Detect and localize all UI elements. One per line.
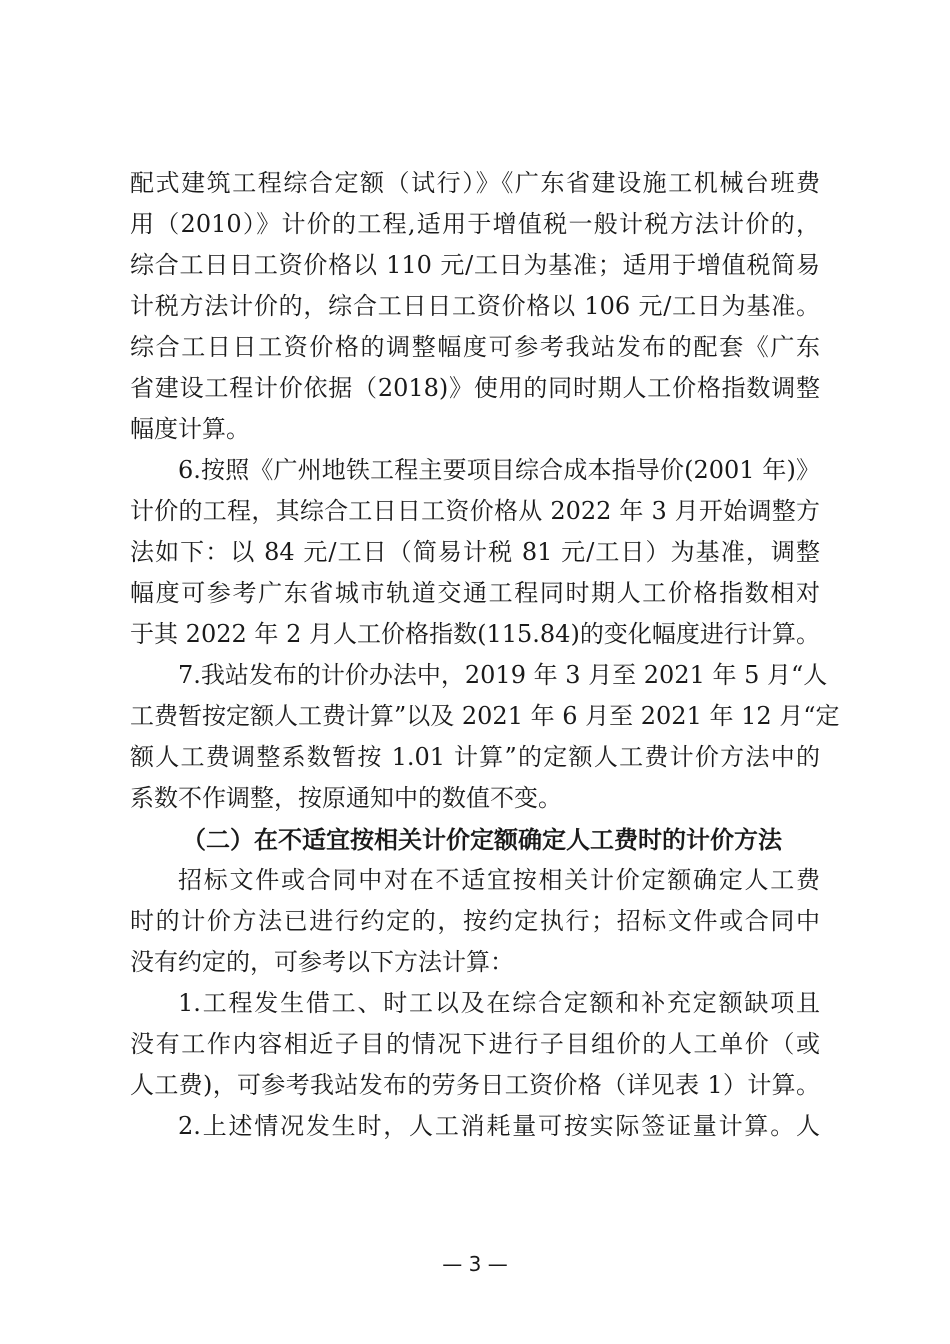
text-line: 用（2010）》计价的工程,适用于增值税一般计税方法计价的， [130, 210, 820, 238]
text-line: 省建设工程计价依据（2018)》使用的同时期人工价格指数调整 [130, 374, 820, 402]
text-line: 额人工费调整系数暂按 1.01 计算”的定额人工费计价方法中的 [130, 743, 820, 771]
text-line: 于其 2022 年 2 月人工价格指数(115.84)的变化幅度进行计算。 [130, 620, 820, 648]
text-line: 综合工日日工资价格的调整幅度可参考我站发布的配套《广东 [130, 333, 820, 361]
page-number: — 3 — [442, 1252, 508, 1276]
text-line: 没有工作内容相近子目的情况下进行子目组价的人工单价（或 [130, 1030, 820, 1058]
paragraph-start-item-1: 1.工程发生借工、时工以及在综合定额和补充定额缺项且 [178, 989, 820, 1017]
paragraph-start-item-6: 6.按照《广州地铁工程主要项目综合成本指导价(2001 年)》 [178, 456, 820, 484]
text-line: 计价的工程，其综合工日日工资价格从 2022 年 3 月开始调整方 [130, 497, 820, 525]
page-body [130, 163, 840, 1147]
text-line: 幅度计算。 [130, 415, 250, 443]
text-line: 配式建筑工程综合定额（试行）》《广东省建设施工机械台班费 [130, 169, 820, 197]
text-line: 法如下：以 84 元/工日（简易计税 81 元/工日）为基准，调整 [130, 538, 820, 566]
paragraph-start-item-7: 7.我站发布的计价办法中，2019 年 3 月至 2021 年 5 月“人 [178, 661, 828, 689]
text-line: 系数不作调整，按原通知中的数值不变。 [130, 784, 562, 812]
paragraph-start-item-2: 2.上述情况发生时，人工消耗量可按实际签证量计算。人 [178, 1112, 820, 1140]
text-line: 综合工日日工资价格以 110 元/工日为基准；适用于增值税简易 [130, 251, 820, 279]
text-line: 时的计价方法已进行约定的，按约定执行；招标文件或合同中 [130, 907, 820, 935]
text-line: 工费暂按定额人工费计算”以及 2021 年 6 月至 2021 年 12 月“定 [130, 702, 840, 730]
text-line: 幅度可参考广东省城市轨道交通工程同时期人工价格指数相对 [130, 579, 820, 607]
paragraph-start: 招标文件或合同中对在不适宜按相关计价定额确定人工费 [178, 866, 820, 894]
text-line: 计税方法计价的，综合工日日工资价格以 106 元/工日为基准。 [130, 292, 820, 320]
text-line: 人工费)，可参考我站发布的劳务日工资价格（详见表 1）计算。 [130, 1071, 820, 1099]
text-line: 没有约定的，可参考以下方法计算： [130, 948, 514, 976]
section-heading: （二）在不适宜按相关计价定额确定人工费时的计价方法 [182, 825, 782, 854]
